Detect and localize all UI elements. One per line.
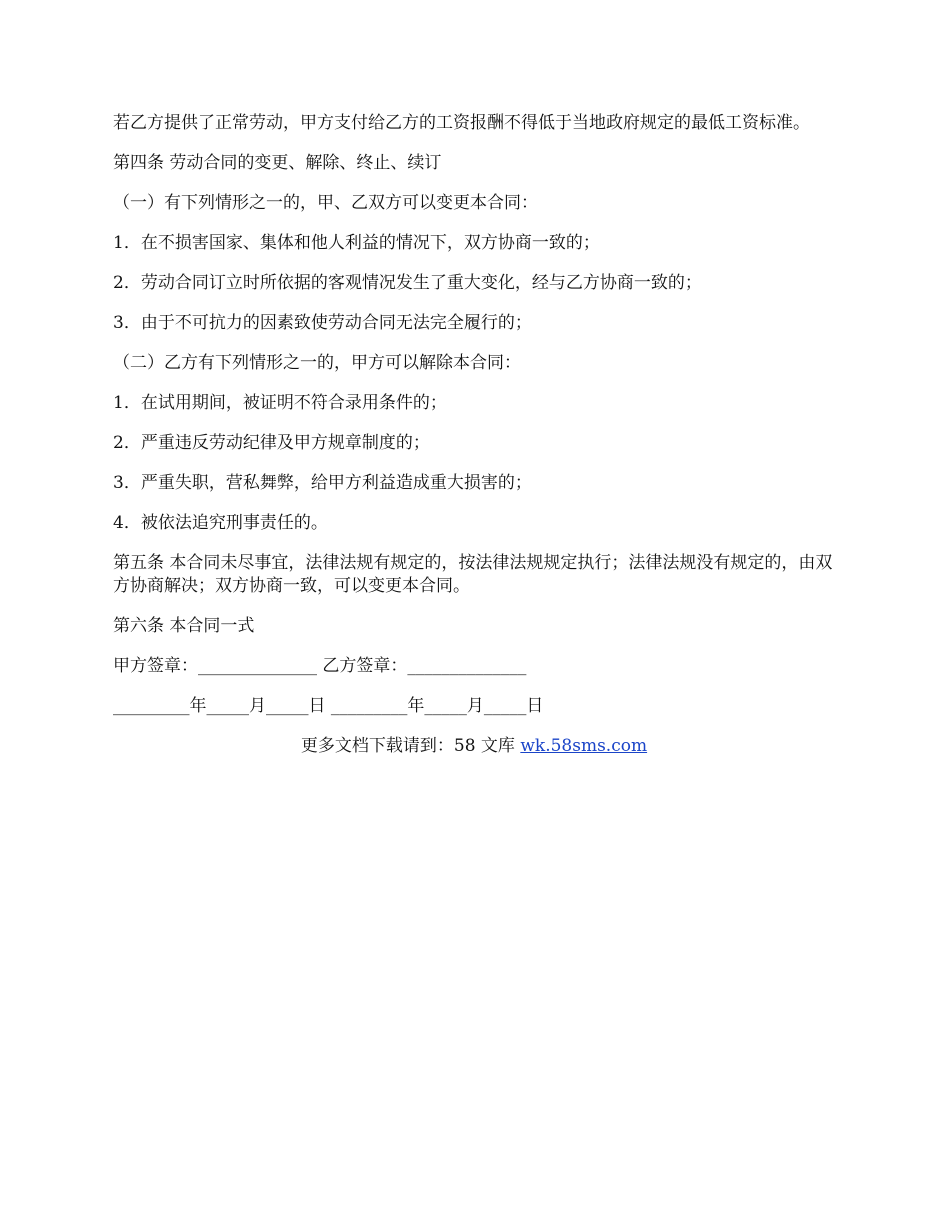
heading-article-6: 第六条 本合同一式 <box>113 616 255 636</box>
list-item-termination-3: 3．严重失职，营私舞弊，给甲方利益造成重大损害的； <box>113 473 532 493</box>
footer-download-note <box>113 735 835 758</box>
section-change-conditions: （一）有下列情形之一的，甲、乙双方可以变更本合同： <box>113 193 538 213</box>
list-item-change-1: 1．在不损害国家、集体和他人利益的情况下，双方协商一致的； <box>113 233 600 253</box>
list-item-change-3: 3．由于不可抗力的因素致使劳动合同无法完全履行的； <box>113 313 532 333</box>
list-item-termination-2: 2．严重违反劳动纪律及甲方规章制度的； <box>113 433 430 453</box>
paragraph-wage-standard: 若乙方提供了正常劳动，甲方支付给乙方的工资报酬不得低于当地政府规定的最低工资标准。 <box>113 113 810 133</box>
list-item-termination-4: 4．被依法追究刑事责任的。 <box>113 513 328 533</box>
heading-article-4: 第四条 劳动合同的变更、解除、终止、续订 <box>113 153 442 173</box>
heading-article-5: 第五条 本合同未尽事宜，法律法规有规定的，按法律法规规定执行；法律法规没有规定的，由双方协商解决；双方协商一致，可以变更本合同。 <box>113 553 833 596</box>
footer-link[interactable]: wk.58sms.com <box>520 736 648 756</box>
list-item-change-2: 2．劳动合同订立时所依据的客观情况发生了重大变化，经与乙方协商一致的； <box>113 273 702 293</box>
date-line: _________年_____月_____日 _________年_____月_____日 <box>113 696 544 716</box>
list-item-termination-1: 1．在试用期间，被证明不符合录用条件的； <box>113 393 447 413</box>
signature-line: 甲方签章：______________ 乙方签章：______________ <box>113 656 527 676</box>
footer-text: 更多文档下载请到：58 文库 <box>300 736 521 756</box>
section-termination-conditions: （二）乙方有下列情形之一的，甲方可以解除本合同： <box>113 353 521 373</box>
document-body <box>113 112 835 758</box>
